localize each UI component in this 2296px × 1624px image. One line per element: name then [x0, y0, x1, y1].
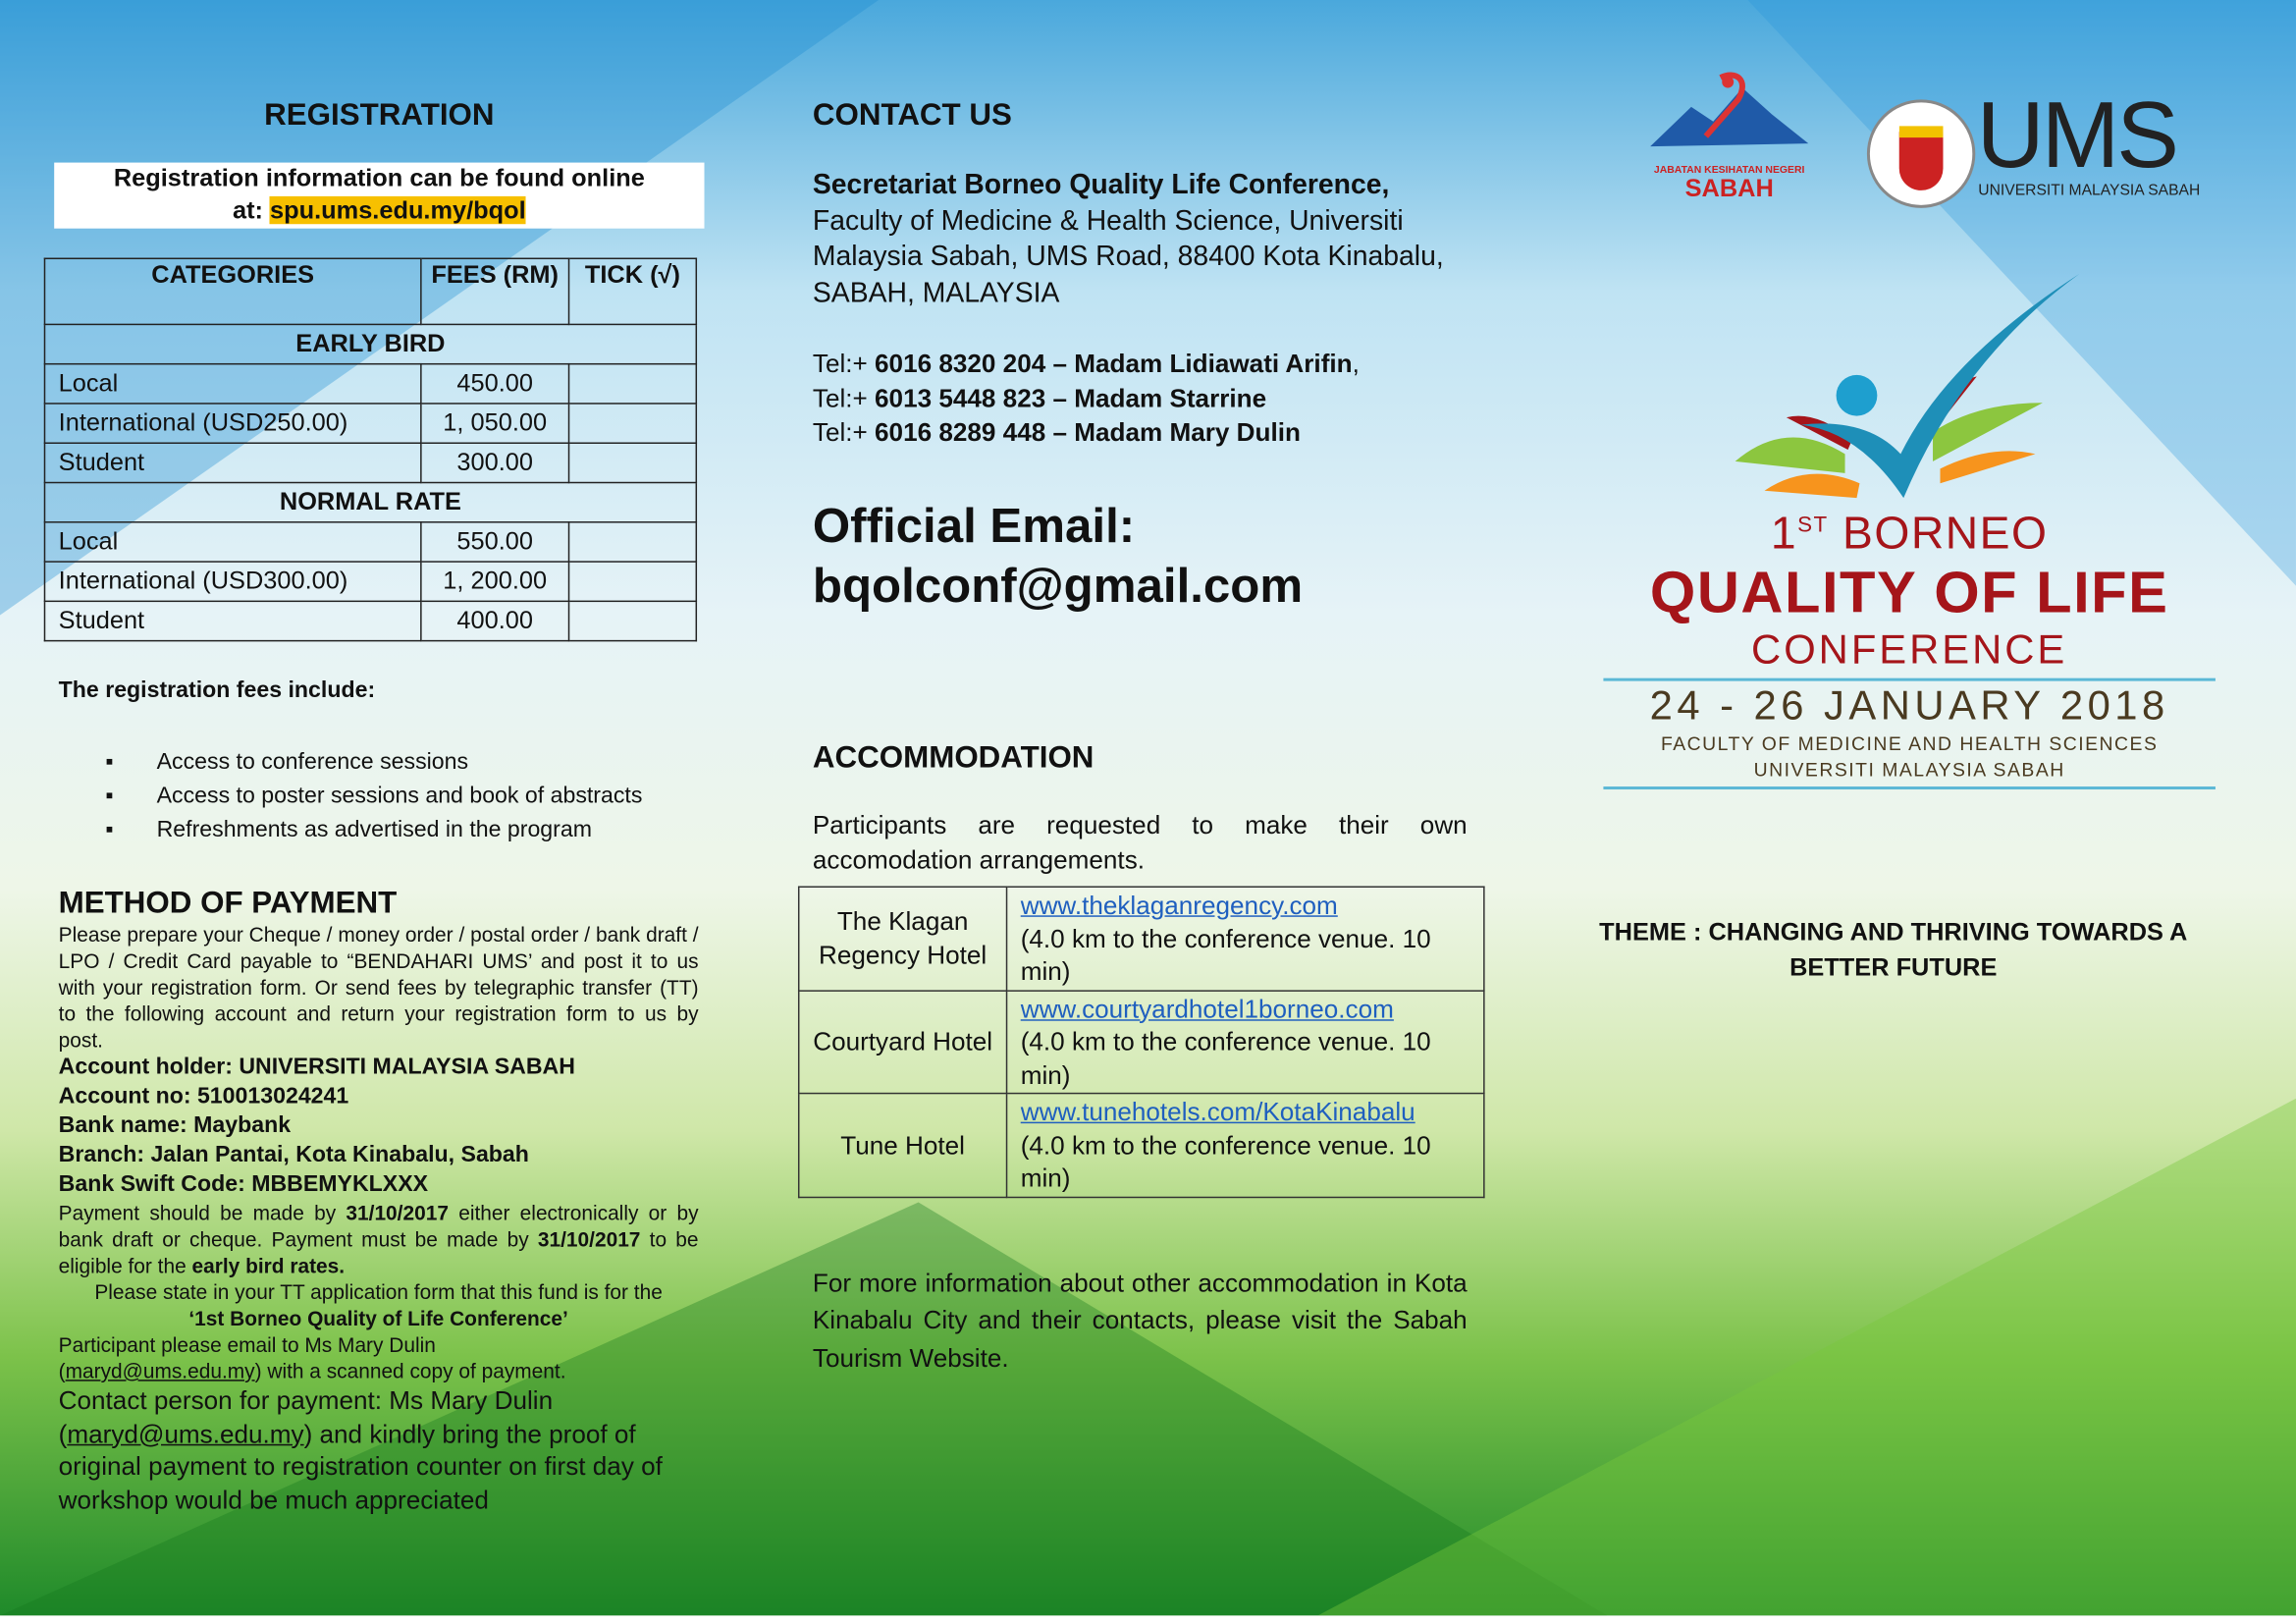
email-link[interactable]: maryd@ums.edu.my — [67, 1418, 304, 1448]
category: Student — [44, 443, 420, 482]
hotel-link[interactable]: www.theklaganregency.com — [1020, 890, 1338, 920]
col-tick: TICK (√) — [569, 258, 697, 324]
jkn-sabah-logo: JABATAN KESIHATAN NEGERI SABAH — [1647, 71, 1811, 232]
tick-cell[interactable] — [569, 562, 697, 601]
includes-title: The registration fees include: — [58, 677, 376, 704]
fee: 450.00 — [421, 364, 569, 404]
account-holder: Account holder: UNIVERSITI MALAYSIA SABAH — [58, 1055, 575, 1080]
hotel-link[interactable]: www.tunehotels.com/KotaKinabalu — [1020, 1097, 1415, 1127]
conference-dates-venue — [1596, 681, 2222, 784]
tt-conference-name: ‘1st Borneo Quality of Life Conference’ — [188, 1306, 568, 1330]
dates: 24 - 26 JANUARY 2018 — [1649, 682, 2169, 729]
hotel-note: (4.0 km to the conference venue. 10 min) — [1020, 923, 1431, 986]
bullet-icon: ▪ — [105, 817, 114, 842]
table-row — [44, 364, 696, 404]
tick-cell[interactable] — [569, 443, 697, 482]
fee: 550.00 — [421, 522, 569, 562]
email-note: Participant please email to Ms Mary Dulin (maryd@ums.edu.my) with a scanned copy of payment. — [58, 1332, 566, 1383]
payment-contact: Contact person for payment: Ms Mary Dulin (maryd@ums.edu.my) and kindly bring the proof of original payment to registration counter on first day of workshop would be much appreciated — [58, 1385, 663, 1514]
fee: 400.00 — [421, 601, 569, 640]
official-email-link[interactable]: bqolconf@gmail.com — [812, 557, 1304, 612]
contact-title: CONTACT US — [812, 97, 1012, 133]
conference-logo-icon — [1728, 271, 2094, 506]
fees-table — [44, 258, 697, 642]
phone[interactable]: 6016 8320 204 – Madam Lidiawati Arifin — [875, 349, 1353, 378]
venue-university: UNIVERSITI MALAYSIA SABAH — [1753, 758, 2065, 782]
registration-title: REGISTRATION — [264, 97, 495, 133]
table-row — [44, 562, 696, 601]
include-item: Access to poster sessions and book of abstracts — [156, 784, 643, 809]
payment-section — [59, 886, 703, 1515]
category: Student — [44, 601, 420, 640]
category: International (USD300.00) — [44, 562, 420, 601]
ums-crest-icon — [1867, 99, 1975, 207]
secretariat: Secretariat Borneo Quality Life Conference, — [812, 170, 1390, 201]
ums-logo-text: UMS — [1976, 81, 2176, 188]
contact-section — [813, 98, 1471, 615]
payment-deadline: Payment should be made by 31/10/2017 either electronically or by bank draft or cheque. Payment must be made by 31/10/2017 to be eligible for the early bird rates. — [58, 1201, 699, 1277]
hotel-row — [799, 887, 1484, 990]
accommodation-title: ACCOMMODATION — [812, 740, 1095, 776]
address: Faculty of Medicine & Health Science, Universiti Malaysia Sabah, UMS Road, 88400 Kota Kinabalu, SABAH, MALAYSIA — [812, 205, 1444, 309]
account-no: Account no: 510013024241 — [58, 1083, 349, 1110]
contact-address — [813, 169, 1457, 312]
fee: 1, 050.00 — [421, 404, 569, 443]
accommodation-intro: Participants are requested to make their own accomodation arrangements. — [812, 809, 1468, 874]
section-normal-rate: NORMAL RATE — [44, 483, 696, 522]
conference-title: 1ST BORNEO QUALITY OF LIFE CONFERENCE — [1649, 507, 2169, 674]
registration-url-link[interactable]: spu.ums.edu.my/bqol — [270, 195, 526, 225]
tick-cell[interactable] — [569, 364, 697, 404]
include-item: Access to conference sessions — [156, 749, 469, 776]
hotel-table — [798, 886, 1485, 1197]
tick-cell[interactable] — [569, 404, 697, 443]
payment-intro: Please prepare your Cheque / money order / postal order / bank draft / LPO / Credit Card payable to “BENDAHARI UMS’ and post it to us with your registration form. Or send fees by telegraphic transfer (TT) to the following account and return your registration form to us by post. — [58, 922, 699, 1053]
tt-note — [59, 1278, 699, 1331]
tt-note-text: Please state in your TT application form that this fund is for the — [94, 1279, 663, 1304]
col-fees: FEES (RM) — [421, 258, 569, 324]
category: Local — [44, 522, 420, 562]
hotel-name: The Klagan Regency Hotel — [799, 887, 1007, 990]
col-categories: CATEGORIES — [44, 258, 420, 324]
bullet-icon: ▪ — [105, 784, 114, 809]
fee: 300.00 — [421, 443, 569, 482]
hotel-row — [799, 990, 1484, 1093]
tick-cell[interactable] — [569, 601, 697, 640]
registration-online-box — [54, 163, 704, 229]
phone[interactable]: 6013 5448 823 – Madam Starrine — [875, 383, 1267, 412]
bank-name: Bank name: Maybank — [58, 1112, 292, 1139]
branch: Branch: Jalan Pantai, Kota Kinabalu, Sabah — [58, 1142, 529, 1167]
conference-theme: THEME : CHANGING AND THRIVING TOWARDS A BETTER FUTURE — [1599, 918, 2188, 982]
category: Local — [44, 364, 420, 404]
includes-list — [105, 745, 642, 846]
online-text: Registration information can be found online — [113, 164, 645, 192]
hotel-name: Courtyard Hotel — [799, 990, 1007, 1093]
table-row — [44, 601, 696, 640]
bullet-icon: ▪ — [105, 749, 114, 776]
payment-title: METHOD OF PAYMENT — [58, 886, 398, 920]
category: International (USD250.00) — [44, 404, 420, 443]
accommodation-more: For more information about other accommodation in Kota Kinabalu City and their contacts, please visit the Sabah Tourism Website. — [812, 1268, 1468, 1372]
tick-cell[interactable] — [569, 522, 697, 562]
email-link[interactable]: maryd@ums.edu.my — [65, 1359, 255, 1383]
table-row — [44, 522, 696, 562]
official-email — [813, 494, 1471, 614]
hotel-link[interactable]: www.courtyardhotel1borneo.com — [1020, 994, 1394, 1023]
table-row — [44, 404, 696, 443]
hotel-name: Tune Hotel — [799, 1094, 1007, 1197]
bank-details — [59, 1054, 703, 1200]
accommodation-section — [813, 741, 1483, 1377]
swift-code: Bank Swift Code: MBBEMYKLXXX — [58, 1171, 429, 1197]
phone[interactable]: 6016 8289 448 – Madam Mary Dulin — [875, 417, 1301, 447]
venue-faculty: FACULTY OF MEDICINE AND HEALTH SCIENCES — [1660, 731, 2159, 755]
mountain-icon — [1647, 71, 1811, 159]
include-item: Refreshments as advertised in the program — [156, 817, 592, 842]
ums-logo-subtitle: UNIVERSITI MALAYSIA SABAH — [1978, 181, 2201, 199]
divider — [1603, 786, 2216, 789]
phone-list: Tel:+ 6016 8320 204 – Madam Lidiawati Arifin, Tel:+ 6013 5448 823 – Madam Starrine Tel:+ 6016 8289 448 – Madam Mary Dulin — [812, 349, 1360, 447]
fee: 1, 200.00 — [421, 562, 569, 601]
hotel-note: (4.0 km to the conference venue. 10 min) — [1020, 1026, 1431, 1090]
section-early-bird: EARLY BIRD — [44, 324, 696, 363]
email-label: Official Email: — [812, 497, 1136, 552]
table-row — [44, 443, 696, 482]
hotel-note: (4.0 km to the conference venue. 10 min) — [1020, 1129, 1431, 1193]
hotel-row — [799, 1094, 1484, 1197]
online-at: at: — [232, 195, 271, 225]
